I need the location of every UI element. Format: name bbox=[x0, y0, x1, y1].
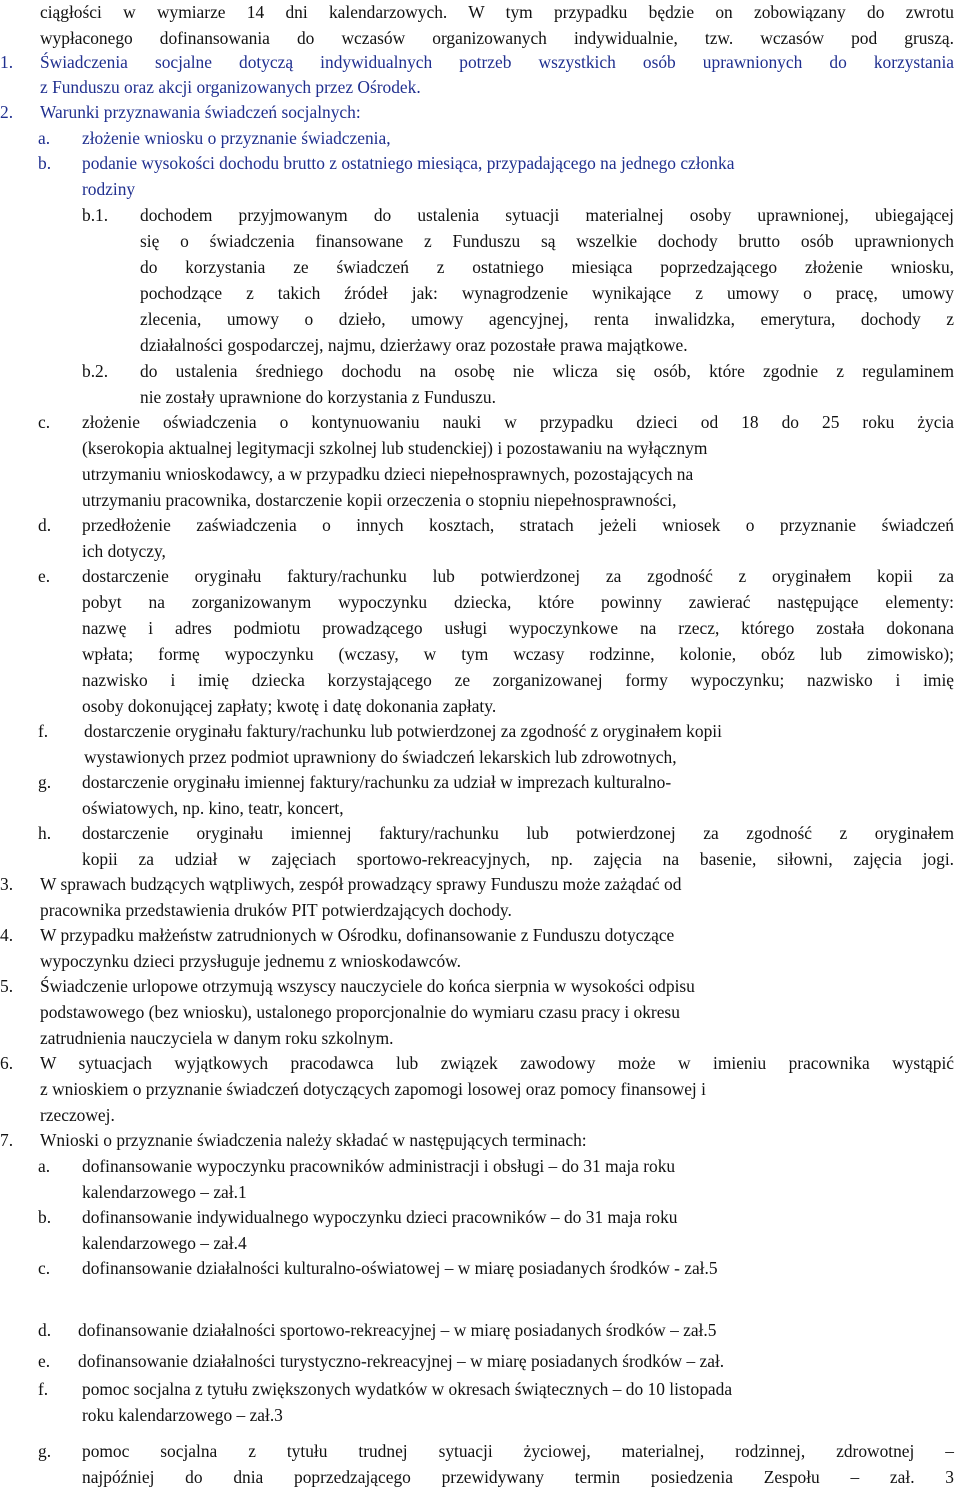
text-line bbox=[0, 539, 960, 565]
list-marker: h. bbox=[38, 823, 52, 843]
text-line bbox=[0, 1180, 960, 1206]
text-line bbox=[0, 462, 960, 488]
text-line bbox=[0, 719, 960, 745]
text-line bbox=[0, 126, 960, 152]
text-line bbox=[0, 177, 960, 203]
text-line bbox=[0, 307, 960, 333]
paragraph-text: W sprawach budzących wątpliwych, zespół prowadzący sprawy Funduszu może zażądać od bbox=[40, 874, 682, 894]
text-line bbox=[0, 1051, 960, 1077]
paragraph-text: do korzystania ze świadczeń z ostatniego miesiąca poprzedzającego złożenie wniosku, bbox=[140, 257, 954, 277]
paragraph-text: dostarczenie oryginału imiennej faktury/rachunku za udział w imprezach kulturalno- bbox=[82, 772, 672, 792]
paragraph-text: pobyt na zorganizowanym wypoczynku dziecka, które powinny zawierać następujące elementy: bbox=[82, 592, 954, 612]
paragraph-text: dofinansowanie działalności sportowo-rekreacyjnej – w miarę posiadanych środków – zał.5 bbox=[78, 1320, 717, 1340]
paragraph-text: kopii za udział w zajęciach sportowo-rekreacyjnych, np. zajęcia na basenie, siłowni, zajęcia jogi. bbox=[82, 849, 954, 869]
paragraph-text: z wnioskiem o przyznanie świadczeń dotyczących zapomogi losowej oraz pomocy finansowej i bbox=[40, 1079, 706, 1099]
list-marker: 7. bbox=[0, 1130, 14, 1150]
paragraph-text: zatrudnienia nauczyciela w danym roku szkolnym. bbox=[40, 1028, 394, 1048]
list-marker: f. bbox=[38, 721, 49, 741]
list-marker: c. bbox=[38, 1258, 51, 1278]
paragraph-text: utrzymaniu pracownika, dostarczenie kopii orzeczenia o stopniu niepełnosprawności, bbox=[82, 490, 677, 510]
text-line bbox=[0, 898, 960, 924]
paragraph-text: ich dotyczy, bbox=[82, 541, 166, 561]
list-marker: f. bbox=[38, 1379, 49, 1399]
list-marker: a. bbox=[38, 1156, 51, 1176]
paragraph-text: podstawowego (bez wniosku), ustalonego proporcjonalnie do wymiaru czasu pracy i okresu bbox=[40, 1002, 680, 1022]
paragraph-text: rzeczowej. bbox=[40, 1105, 115, 1125]
text-line bbox=[0, 590, 960, 616]
text-line bbox=[0, 100, 960, 126]
paragraph-text: rodziny bbox=[82, 179, 136, 199]
text-line bbox=[0, 1154, 960, 1180]
text-line bbox=[0, 974, 960, 1000]
text-line bbox=[0, 1000, 960, 1026]
list-marker: 1. bbox=[0, 52, 14, 72]
text-line bbox=[0, 1465, 960, 1491]
list-marker: 4. bbox=[0, 925, 14, 945]
text-line bbox=[0, 488, 960, 514]
text-line bbox=[0, 1026, 960, 1052]
paragraph-text: wystawionych przez podmiot uprawniony do świadczeń lekarskich lub zdrowotnych, bbox=[84, 747, 677, 767]
paragraph-text: dostarczenie oryginału imiennej faktury/rachunku lub potwierdzonej za zgodność z oryginałem bbox=[82, 823, 954, 843]
paragraph-text: złożenie wniosku o przyznanie świadczenia, bbox=[82, 128, 391, 148]
list-marker: 3. bbox=[0, 874, 14, 894]
list-marker: b.2. bbox=[82, 361, 109, 381]
paragraph-text: osoby dokonującej zapłaty; kwotę i datę dokonania zapłaty. bbox=[82, 696, 497, 716]
text-line bbox=[0, 26, 960, 52]
text-line bbox=[0, 770, 960, 796]
paragraph-text: (kserokopia aktualnej legitymacji szkolnej lub studenckiej) i pozostawaniu na wyłącznym bbox=[82, 438, 708, 458]
text-line bbox=[0, 1077, 960, 1103]
paragraph-text: wypłaconego dofinansowania do wczasów organizowanych indywidualnie, tzw. wczasów pod gruszą. bbox=[40, 28, 954, 48]
paragraph-text: dostarczenie oryginału faktury/rachunku lub potwierdzonej za zgodność z oryginałem kopii za bbox=[82, 566, 954, 586]
text-line bbox=[0, 229, 960, 255]
paragraph-text: ciągłości w wymiarze 14 dni kalendarzowych. W tym przypadku będzie on zobowiązany do zwrotu bbox=[40, 2, 954, 22]
text-line bbox=[0, 1205, 960, 1231]
text-line bbox=[0, 796, 960, 822]
list-marker: e. bbox=[38, 1351, 51, 1371]
paragraph-text: złożenie oświadczenia o kontynuowaniu nauki w przypadku dzieci od 18 do 25 roku życia bbox=[82, 412, 954, 432]
paragraph-text: dostarczenie oryginału faktury/rachunku lub potwierdzonej za zgodność z oryginałem kopii bbox=[84, 721, 722, 741]
text-line bbox=[0, 436, 960, 462]
text-line bbox=[0, 949, 960, 975]
list-marker: d. bbox=[38, 515, 52, 535]
list-marker: b. bbox=[38, 153, 52, 173]
paragraph-text: do ustalenia średniego dochodu na osobę nie wlicza się osób, które zgodnie z regulaminem bbox=[140, 361, 954, 381]
paragraph-text: wpłata; formę wypoczynku (wczasy, w tym wczasy rodzinne, kolonie, obóz lub zimowisko); bbox=[82, 644, 954, 664]
text-line bbox=[0, 385, 960, 411]
paragraph-text: oświatowych, np. kino, teatr, koncert, bbox=[82, 798, 344, 818]
text-line bbox=[0, 410, 960, 436]
text-line bbox=[0, 513, 960, 539]
paragraph-text: pracownika przedstawienia druków PIT potwierdzających dochody. bbox=[40, 900, 512, 920]
paragraph-text: dochodem przyjmowanym do ustalenia sytuacji materialnej osoby uprawnionej, ubiegającej bbox=[140, 205, 954, 225]
paragraph-text: nazwę i adres podmiotu prowadzącego usługi wypoczynkowe na rzecz, którego została dokonana bbox=[82, 618, 954, 638]
paragraph-text: nie zostały uprawnione do korzystania z Funduszu. bbox=[140, 387, 496, 407]
paragraph-text: Świadczenia socjalne dotyczą indywidualnych potrzeb wszystkich osób uprawnionych do korzystania bbox=[40, 52, 954, 72]
text-line bbox=[0, 151, 960, 177]
text-line bbox=[0, 1439, 960, 1465]
text-line bbox=[0, 281, 960, 307]
text-line bbox=[0, 333, 960, 359]
text-line bbox=[0, 923, 960, 949]
text-line bbox=[0, 564, 960, 590]
list-marker: 6. bbox=[0, 1053, 14, 1073]
text-line bbox=[0, 1128, 960, 1154]
paragraph-text: dofinansowanie działalności turystyczno-rekreacyjnej – w miarę posiadanych środków – zał. bbox=[78, 1351, 725, 1371]
text-line bbox=[0, 616, 960, 642]
text-line bbox=[0, 0, 960, 26]
paragraph-text: roku kalendarzowego – zał.3 bbox=[82, 1405, 283, 1425]
text-line bbox=[0, 255, 960, 281]
text-line bbox=[0, 1318, 960, 1344]
text-line bbox=[0, 1349, 960, 1375]
paragraph-text: dofinansowanie działalności kulturalno-oświatowej – w miarę posiadanych środków - zał.5 bbox=[82, 1258, 718, 1278]
paragraph-text: utrzymaniu wnioskodawcy, a w przypadku dzieci niepełnosprawnych, pozostających na bbox=[82, 464, 694, 484]
paragraph-text: się o świadczenia finansowane z Funduszu są wszelkie dochody brutto osób uprawnionych bbox=[140, 231, 954, 251]
paragraph-text: pomoc socjalna z tytułu zwiększonych wydatków w okresach świątecznych – do 10 listopada bbox=[82, 1379, 733, 1399]
paragraph-text: pomoc socjalna z tytułu trudnej sytuacji życiowej, materialnej, rodzinnej, zdrowotnej – bbox=[82, 1441, 954, 1461]
paragraph-text: pochodzące z takich źródeł jak: wynagrodzenie wynikające z umowy o pracę, umowy bbox=[140, 283, 954, 303]
text-line bbox=[0, 642, 960, 668]
list-marker: a. bbox=[38, 128, 51, 148]
paragraph-text: Warunki przyznawania świadczeń socjalnych: bbox=[40, 102, 361, 122]
paragraph-text: W sytuacjach wyjątkowych pracodawca lub związek zawodowy może w imieniu pracownika wystąpić bbox=[40, 1053, 954, 1073]
text-line bbox=[0, 1403, 960, 1429]
text-line bbox=[0, 1231, 960, 1257]
paragraph-text: najpóźniej do dnia poprzedzającego przewidywany termin posiedzenia Zespołu – zał. 3 bbox=[82, 1467, 954, 1487]
text-line bbox=[0, 50, 960, 76]
text-line bbox=[0, 1103, 960, 1129]
text-line bbox=[0, 203, 960, 229]
paragraph-text: podanie wysokości dochodu brutto z ostatniego miesiąca, przypadającego na jednego członka bbox=[82, 153, 735, 173]
list-marker: b. bbox=[38, 1207, 52, 1227]
text-line bbox=[0, 359, 960, 385]
list-marker: 2. bbox=[0, 102, 14, 122]
list-marker: g. bbox=[38, 1441, 52, 1461]
paragraph-text: dofinansowanie indywidualnego wypoczynku dzieci pracowników – do 31 maja roku bbox=[82, 1207, 678, 1227]
list-marker: e. bbox=[38, 566, 51, 586]
list-marker: d. bbox=[38, 1320, 52, 1340]
paragraph-text: W przypadku małżeństw zatrudnionych w Ośrodku, dofinansowanie z Funduszu dotyczące bbox=[40, 925, 675, 945]
paragraph-text: kalendarzowego – zał.4 bbox=[82, 1233, 247, 1253]
paragraph-text: przedłożenie zaświadczenia o innych kosztach, stratach jeżeli wniosek o przyznanie świadczeń bbox=[82, 515, 954, 535]
text-line bbox=[0, 821, 960, 847]
text-line bbox=[0, 1377, 960, 1403]
paragraph-text: Świadczenie urlopowe otrzymują wszyscy nauczyciele do końca sierpnia w wysokości odpisu bbox=[40, 976, 695, 996]
list-marker: c. bbox=[38, 412, 51, 432]
text-line bbox=[0, 872, 960, 898]
paragraph-text: nazwisko i imię dziecka korzystającego ze zorganizowanej formy wypoczynku; nazwisko i imię bbox=[82, 670, 954, 690]
paragraph-text: z Funduszu oraz akcji organizowanych przez Ośrodek. bbox=[40, 77, 421, 97]
paragraph-text: wypoczynku dzieci przysługuje jednemu z wnioskodawców. bbox=[40, 951, 461, 971]
text-line bbox=[0, 1256, 960, 1282]
list-marker: b.1. bbox=[82, 205, 109, 225]
paragraph-text: zlecenia, umowy o dzieło, umowy agencyjnej, renta inwalidzka, emerytura, dochody z bbox=[140, 309, 954, 329]
paragraph-text: kalendarzowego – zał.1 bbox=[82, 1182, 247, 1202]
text-line bbox=[0, 694, 960, 720]
text-line bbox=[0, 847, 960, 873]
paragraph-text: dofinansowanie wypoczynku pracowników administracji i obsługi – do 31 maja roku bbox=[82, 1156, 676, 1176]
paragraph-text: działalności gospodarczej, najmu, dzierżawy oraz pozostałe prawa majątkowe. bbox=[140, 335, 688, 355]
text-line bbox=[0, 668, 960, 694]
list-marker: 5. bbox=[0, 976, 14, 996]
text-line bbox=[0, 75, 960, 101]
text-line bbox=[0, 745, 960, 771]
paragraph-text: Wnioski o przyznanie świadczenia należy składać w następujących terminach: bbox=[40, 1130, 587, 1150]
list-marker: g. bbox=[38, 772, 52, 792]
